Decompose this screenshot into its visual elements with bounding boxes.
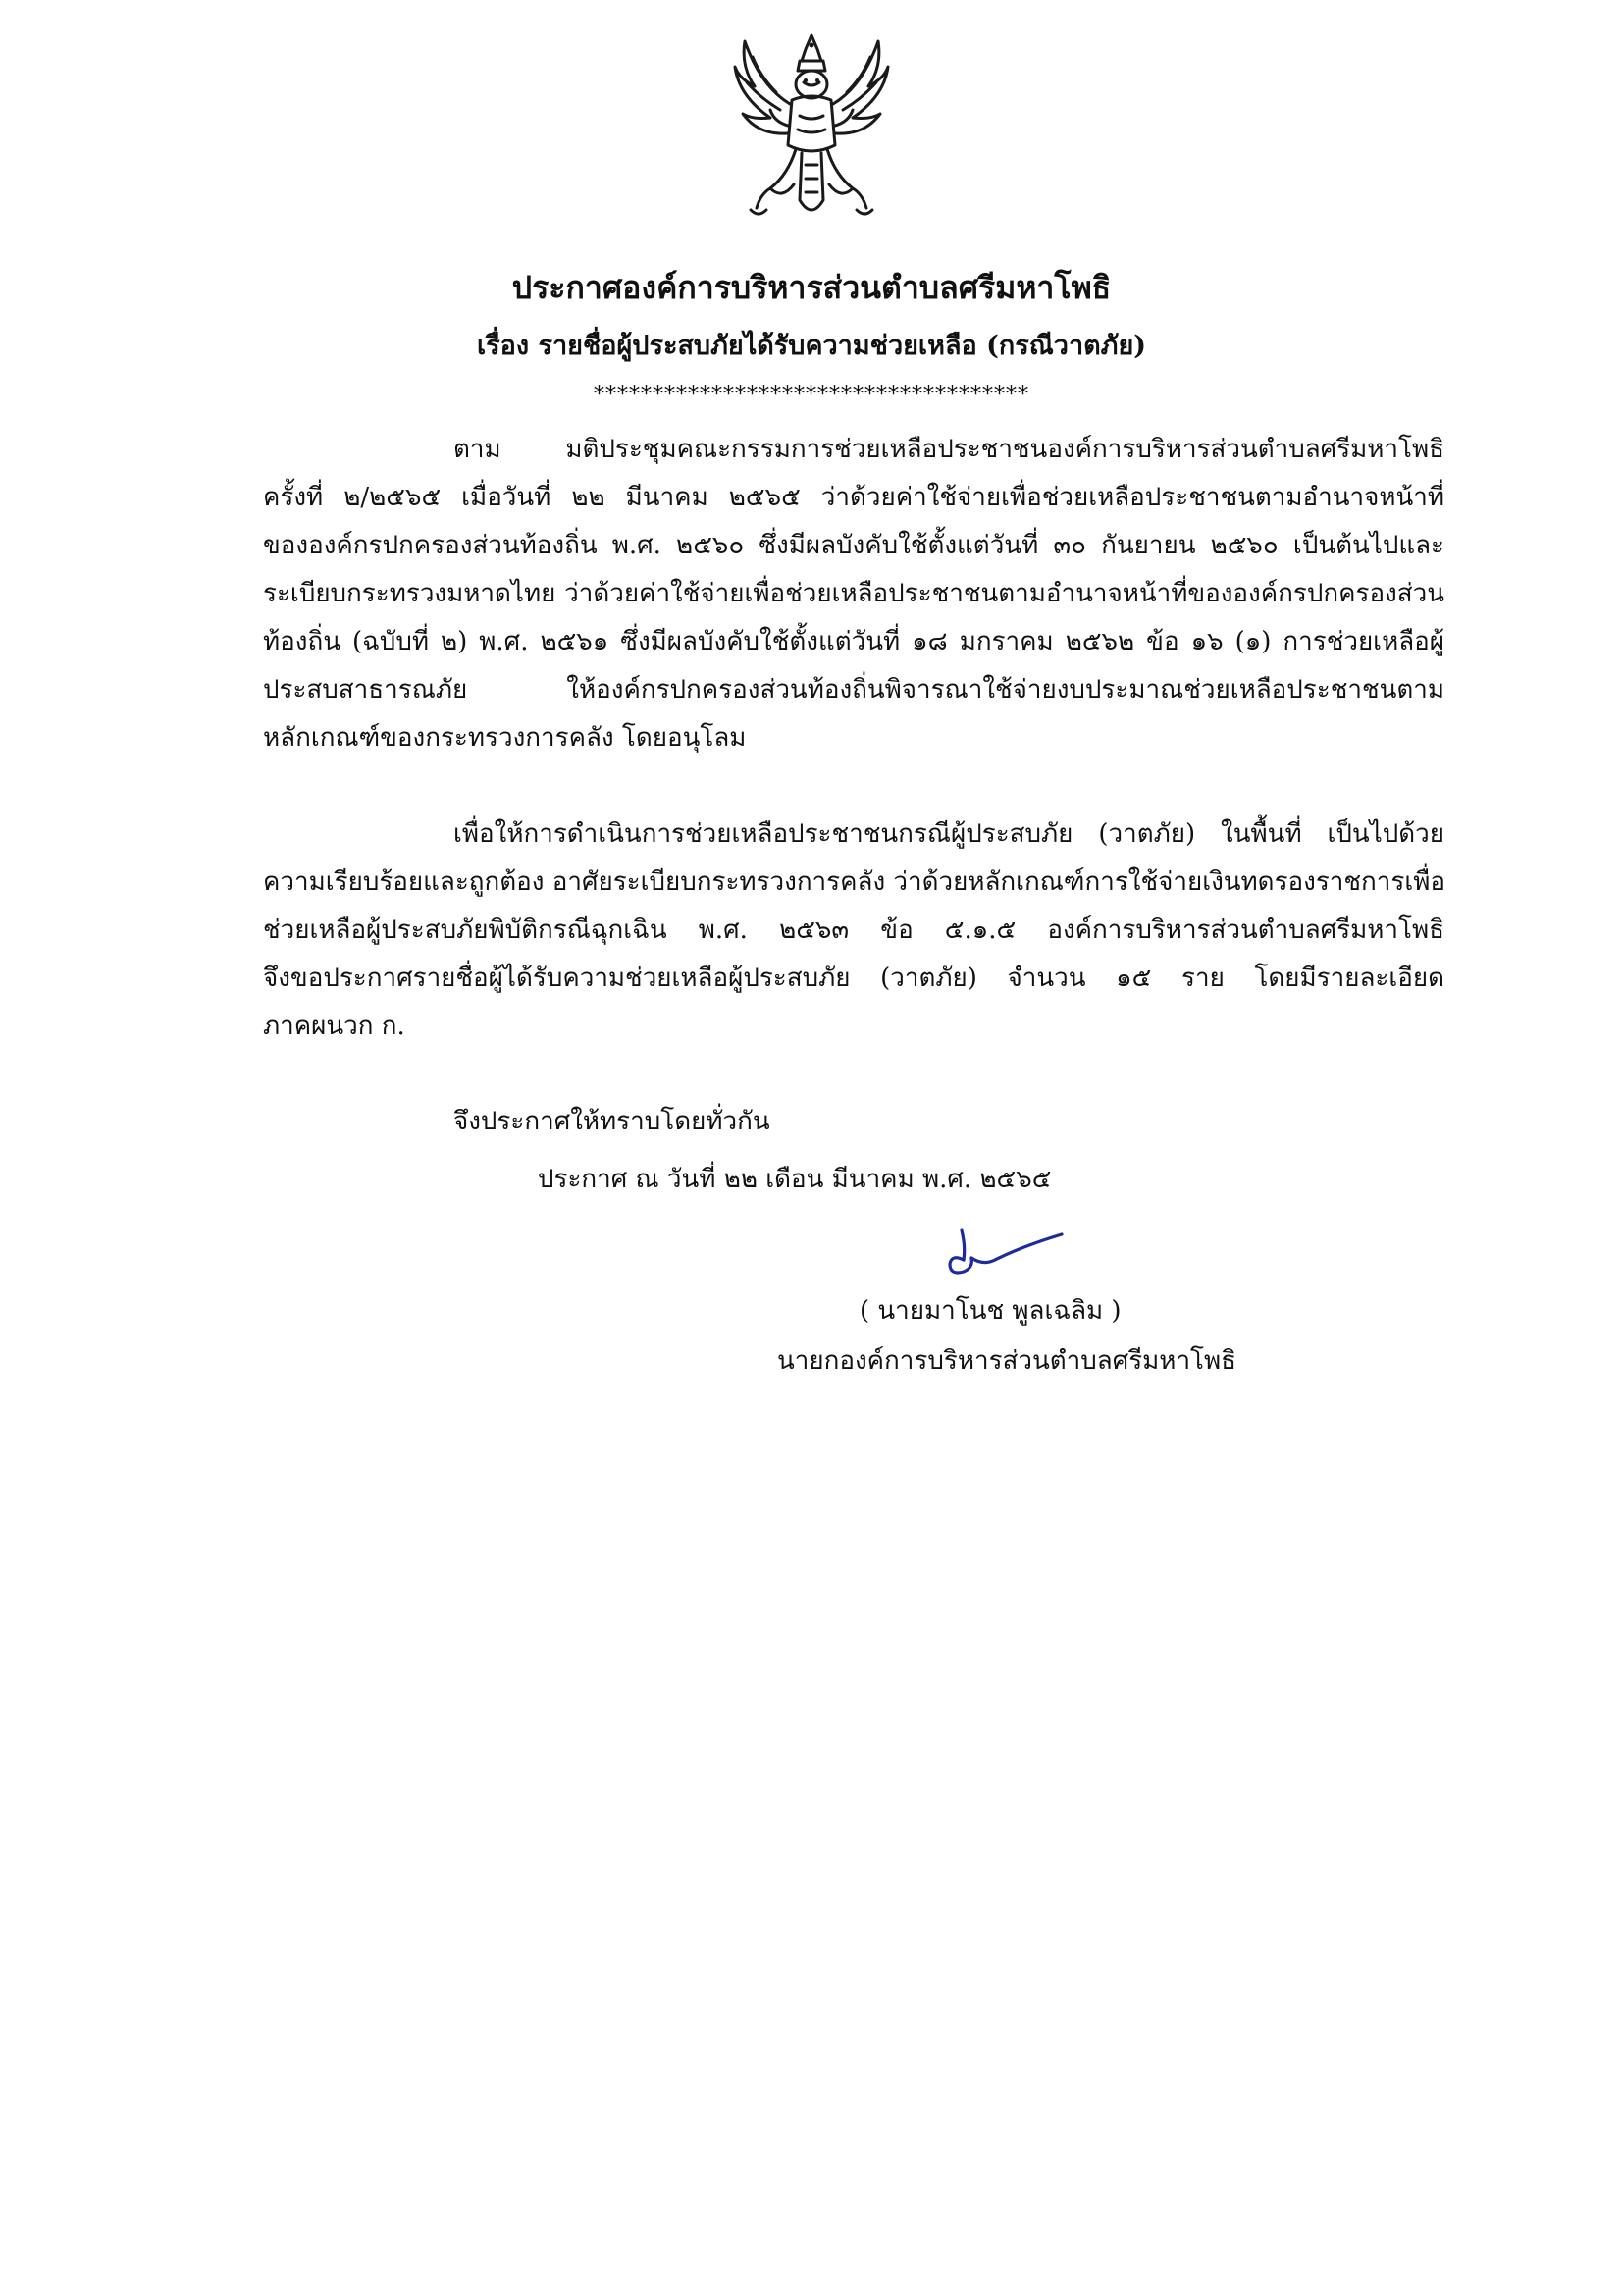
announcement-date: ประกาศ ณ วันที่ ๒๒ เดือน มีนาคม พ.ศ. ๒๕๖๕ [538,1165,1052,1194]
paragraph-2-line: ช่วยเหลือผู้ประสบภัยพิบัติกรณีฉุกเฉิน พ.ศ. ๒๕๖๓ ข้อ ๕.๑.๕ องค์การบริหารส่วนตำบลศรีมหาโพธิ [263,915,1444,945]
signatory-name: ( นายมาโนช พูลเฉลิม ) [860,1296,1122,1326]
garuda-emblem-icon [731,27,893,224]
paragraph-2-line: จึงขอประกาศรายชื่อผู้ได้รับความช่วยเหลือผู้ประสบภัย (วาตภัย) จำนวน ๑๕ ราย โดยมีรายละเอียด [263,964,1444,993]
paragraph-1-line: ท้องถิ่น (ฉบับที่ ๒) พ.ศ. ๒๕๖๑ ซึ่งมีผลบังคับใช้ตั้งแต่วันที่ ๑๘ มกราคม ๒๕๖๒ ข้อ ๑๖ (๑) การช่วยเหลือผู้ [263,627,1444,656]
handwritten-signature-icon [944,1225,1073,1285]
paragraph-1-line: ประสบสาธารณภัย ให้องค์กรปกครองส่วนท้องถิ่นพิจารณาใช้จ่ายงบประมาณช่วยเหลือประชาชนตาม [263,675,1444,704]
document-title: ประกาศองค์การบริหารส่วนตำบลศรีมหาโพธิ [511,269,1112,306]
document-subject: เรื่อง รายชื่อผู้ประสบภัยได้รับความช่วยเหลือ (กรณีวาตภัย) [476,331,1147,361]
paragraph-1-line: ตาม มติประชุมคณะกรรมการช่วยเหลือประชาชนองค์การบริหารส่วนตำบลศรีมหาโพธิ [453,435,1444,464]
closing-announcement: จึงประกาศให้ทราบโดยทั่วกัน [453,1107,770,1136]
signatory-position: นายกองค์การบริหารส่วนตำบลศรีมหาโพธิ [777,1346,1237,1376]
paragraph-1-line: ครั้งที่ ๒/๒๕๖๕ เมื่อวันที่ ๒๒ มีนาคม ๒๕๖๕ ว่าด้วยค่าใช้จ่ายเพื่อช่วยเหลือประชาชนตามอำนาจหน้าที่ [263,483,1444,512]
paragraph-1-line: ระเบียบกระทรวงมหาดไทย ว่าด้วยค่าใช้จ่ายเพื่อช่วยเหลือประชาชนตามอำนาจหน้าที่ขององค์กรปกครองส่วน [263,579,1444,608]
paragraph-2-line: ภาคผนวก ก. [263,1012,405,1041]
paragraph-1-line: หลักเกณฑ์ของกระทรวงการคลัง โดยอนุโลม [263,723,747,753]
paragraph-2-line: เพื่อให้การดำเนินการช่วยเหลือประชาชนกรณีผู้ประสบภัย (วาตภัย) ในพื้นที่ เป็นไปด้วย [453,819,1444,849]
paragraph-2-line: ความเรียบร้อยและถูกต้อง อาศัยระเบียบกระทรวงการคลัง ว่าด้วยหลักเกณฑ์การใช้จ่ายเงินทดรองราชการเพื่อ [263,867,1446,897]
asterisk-divider: ************************************* [594,383,1029,407]
paragraph-1-line: ขององค์กรปกครองส่วนท้องถิ่น พ.ศ. ๒๕๖๐ ซึ่งมีผลบังคับใช้ตั้งแต่วันที่ ๓๐ กันยายน ๒๕๖๐ เป็นต้นไปและ [263,531,1444,560]
